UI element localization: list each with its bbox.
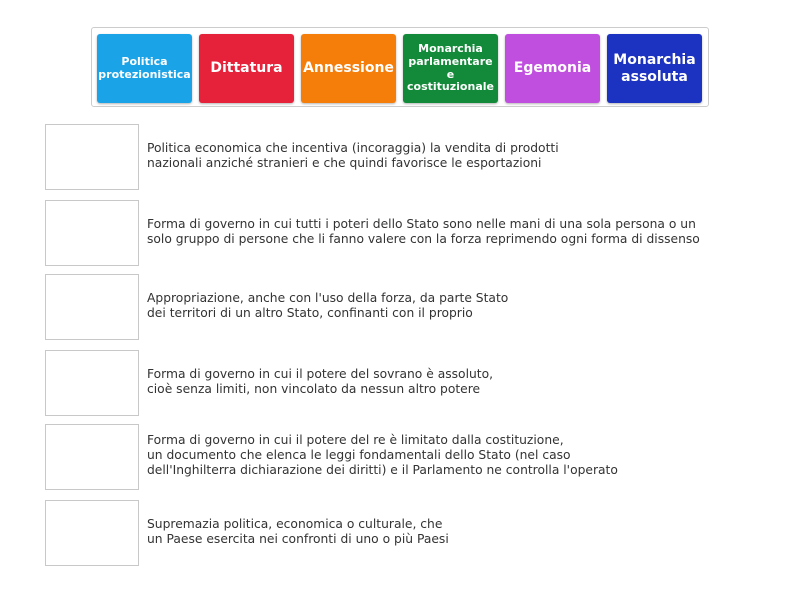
definition-5: Forma di governo in cui il potere del re è limitato dalla costituzione, un documento che elenca le leggi fondamentali dello Stato (nel caso dell'Inghilterra dichiarazione dei diritti) e il Parlamento ne controlla l'operato <box>147 433 618 477</box>
drop-box-1[interactable] <box>45 124 139 190</box>
drop-box-2[interactable] <box>45 200 139 266</box>
tile-dittatura[interactable]: Dittatura <box>199 34 294 103</box>
drop-box-4[interactable] <box>45 350 139 416</box>
tile-politica-protezionistica[interactable]: Politica protezionistica <box>97 34 192 103</box>
tile-egemonia[interactable]: Egemonia <box>505 34 600 103</box>
drop-box-3[interactable] <box>45 274 139 340</box>
definition-2: Forma di governo in cui tutti i poteri dello Stato sono nelle mani di una sola persona o un solo gruppo di persone che li fanno valere con la forza reprimendo ogni forma di dissenso <box>147 217 700 246</box>
definition-4: Forma di governo in cui il potere del sovrano è assoluto, cioè senza limiti, non vincolato da nessun altro potere <box>147 367 494 396</box>
definition-3: Appropriazione, anche con l'uso della forza, da parte Stato dei territori di un altro Stato, confinanti con il proprio <box>147 291 509 320</box>
drop-box-5[interactable] <box>45 424 139 490</box>
tile-monarchia-assoluta[interactable]: Monarchia assoluta <box>607 34 702 103</box>
tile-monarchia-parlamentare[interactable]: Monarchia parlamentare e costituzionale <box>403 34 498 103</box>
definition-6: Supremazia politica, economica o culturale, che un Paese esercita nei confronti di uno o più Paesi <box>147 517 449 546</box>
answer-tray <box>91 27 709 107</box>
drop-box-6[interactable] <box>45 500 139 566</box>
definition-1: Politica economica che incentiva (incoraggia) la vendita di prodotti nazionali anziché stranieri e che quindi favorisce le esportazioni <box>147 141 559 170</box>
tile-annessione[interactable]: Annessione <box>301 34 396 103</box>
